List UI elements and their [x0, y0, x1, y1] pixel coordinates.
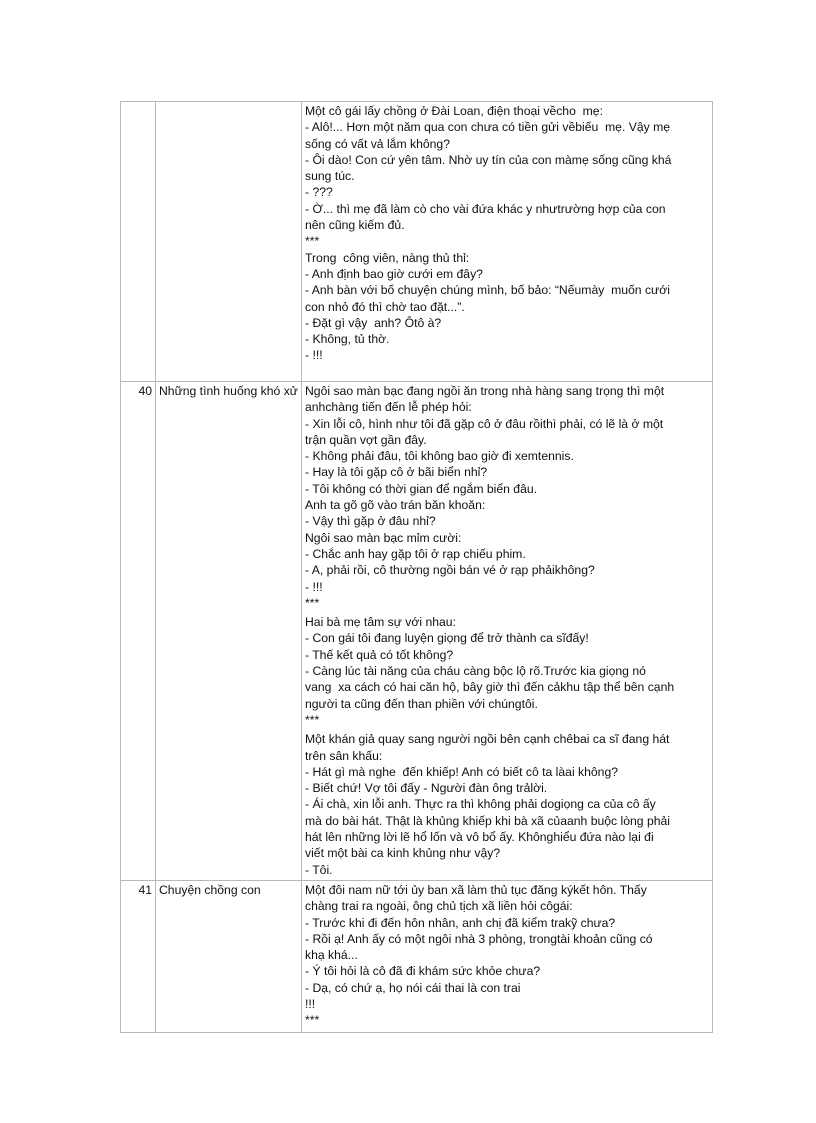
story-line: - Hay là tôi gặp cô ở bãi biển nhỉ? — [305, 465, 488, 480]
story-line: - Anh bàn với bố chuyện chúng mình, bố bảo: “Nếumày muốn cưới — [305, 283, 670, 298]
story-block — [305, 103, 709, 364]
story-line: *** — [305, 595, 320, 610]
story-line: - !!! — [305, 348, 323, 363]
table-row — [121, 102, 713, 382]
row-number — [121, 102, 156, 382]
story-line: Ngôi sao màn bạc mỉm cười: — [305, 530, 462, 545]
story-line: - Trước khi đi đến hôn nhân, anh chị đã kiểm trakỹ chưa? — [305, 915, 616, 930]
story-block — [305, 882, 709, 1029]
row-content — [302, 102, 713, 382]
story-line: sung túc. — [305, 169, 355, 184]
story-line: - Ờ... thì mẹ đã làm cò cho vài đứa khác y nhưtrường hợp của con — [305, 201, 666, 216]
story-line: Một khán giả quay sang người ngồi bên cạnh chêbai ca sĩ đang hát — [305, 732, 670, 747]
story-line: - !!! — [305, 579, 323, 594]
story-line: - Biết chứ! Vợ tôi đấy - Người đàn ông trảlời. — [305, 781, 548, 796]
story-line: - ??? — [305, 185, 333, 200]
story-line: - Ái chà, xin lỗi anh. Thực ra thì không phải dogiọng ca của cô ấy — [305, 797, 656, 812]
row-content — [302, 382, 713, 881]
table-body — [121, 102, 713, 1033]
story-line: - Alô!... Hơn một năm qua con chưa có tiền gửi vềbiếu mẹ. Vậy mẹ — [305, 120, 671, 135]
row-content — [302, 881, 713, 1033]
story-line: con nhỏ đó thì chờ tao đặt...”. — [305, 299, 465, 314]
story-line: chàng trai ra ngoài, ông chủ tịch xã liền hỏi côgái: — [305, 899, 573, 914]
story-line: trên sân khấu: — [305, 748, 383, 763]
story-block — [305, 731, 709, 878]
row-title — [156, 102, 302, 382]
story-line: Ngôi sao màn bạc đang ngồi ăn trong nhà hàng sang trọng thì một — [305, 384, 665, 398]
story-line: - Anh định bao giờ cưới em đây? — [305, 266, 483, 281]
story-line: - Không, tủ thờ. — [305, 332, 390, 347]
row-title: Những tình huống khó xử — [156, 382, 302, 881]
story-line: - Chắc anh hay gặp tôi ở rạp chiếu phim. — [305, 546, 526, 561]
story-line: mà do bài hát. Thật là khủng khiếp khi bà xã củaanh buộc lòng phải — [305, 813, 670, 828]
story-line: hát lên những lời lẽ hổ lốn và vô bổ ấy. Khônghiểu đứa nào lại đi — [305, 830, 654, 845]
story-line: sống có vất vả lắm không? — [305, 136, 450, 151]
story-line: - Hát gì mà nghe đến khiếp! Anh có biết cô ta làai không? — [305, 764, 619, 779]
story-line: - Con gái tôi đang luyện giọng để trở thành ca sĩđấy! — [305, 631, 589, 646]
row-number: 41 — [121, 881, 156, 1033]
story-line: - Dạ, có chứ ạ, họ nói cái thai là con trai — [305, 980, 521, 995]
table-row — [121, 881, 713, 1033]
story-line: Trong công viên, nàng thủ thỉ: — [305, 250, 470, 265]
row-number: 40 — [121, 382, 156, 881]
story-line: *** — [305, 712, 320, 727]
story-line: - Ôi dào! Con cứ yên tâm. Nhờ uy tín của con màmẹ sống cũng khá — [305, 152, 672, 167]
story-block — [305, 383, 709, 611]
story-line: Anh ta gõ gõ vào trán băn khoăn: — [305, 498, 486, 513]
story-line: - Tôi. — [305, 862, 333, 877]
story-line: Một đôi nam nữ tới ủy ban xã làm thủ tục đăng kýkết hôn. Thấy — [305, 883, 647, 897]
story-block — [305, 614, 709, 728]
story-line: Hai bà mẹ tâm sự với nhau: — [305, 615, 456, 630]
story-line: khạ khá... — [305, 948, 358, 963]
table-row — [121, 382, 713, 881]
story-line: nên cũng kiếm đủ. — [305, 218, 405, 233]
story-line: !!! — [305, 997, 316, 1012]
story-line: viết một bài ca kinh khủng như vậy? — [305, 846, 501, 861]
story-line: - A, phải rồi, cô thường ngồi bán vé ở rạp phảikhông? — [305, 563, 595, 578]
row-title: Chuyện chồng con — [156, 881, 302, 1033]
story-line: *** — [305, 1013, 320, 1028]
story-line: vang xa cách có hai căn hộ, bây giờ thì đến cảkhu tập thể bên cạnh — [305, 680, 675, 695]
story-line: - Tôi không có thời gian để ngắm biển đâu. — [305, 481, 538, 496]
story-line: - Ý tôi hỏi là cô đã đi khám sức khỏe chưa? — [305, 964, 541, 979]
document-table — [120, 101, 713, 1033]
story-line: - Không phải đâu, tôi không bao giờ đi xemtennis. — [305, 449, 574, 464]
story-line: người ta cũng đến than phiền với chúngtôi. — [305, 696, 538, 711]
story-line: - Càng lúc tài năng của cháu càng bộc lộ rõ.Trước kia giọng nó — [305, 664, 646, 679]
story-line: - Thế kết quả có tốt không? — [305, 647, 454, 662]
story-line: Một cô gái lấy chồng ở Đài Loan, điện thoại vềcho mẹ: — [305, 104, 603, 118]
story-line: anhchàng tiến đến lễ phép hỏi: — [305, 400, 472, 415]
story-line: *** — [305, 234, 320, 249]
story-line: - Xin lỗi cô, hình như tôi đã gặp cô ở đâu rồithì phải, có lẽ là ở một — [305, 416, 664, 431]
story-line: - Rồi ạ! Anh ấy có một ngôi nhà 3 phòng, trongtài khoản cũng có — [305, 931, 653, 946]
story-line: - Vậy thì gặp ở đâu nhỉ? — [305, 514, 436, 529]
story-line: trận quần vợt gần đây. — [305, 432, 427, 447]
story-line: - Đặt gì vậy anh? Ôtô à? — [305, 315, 442, 330]
